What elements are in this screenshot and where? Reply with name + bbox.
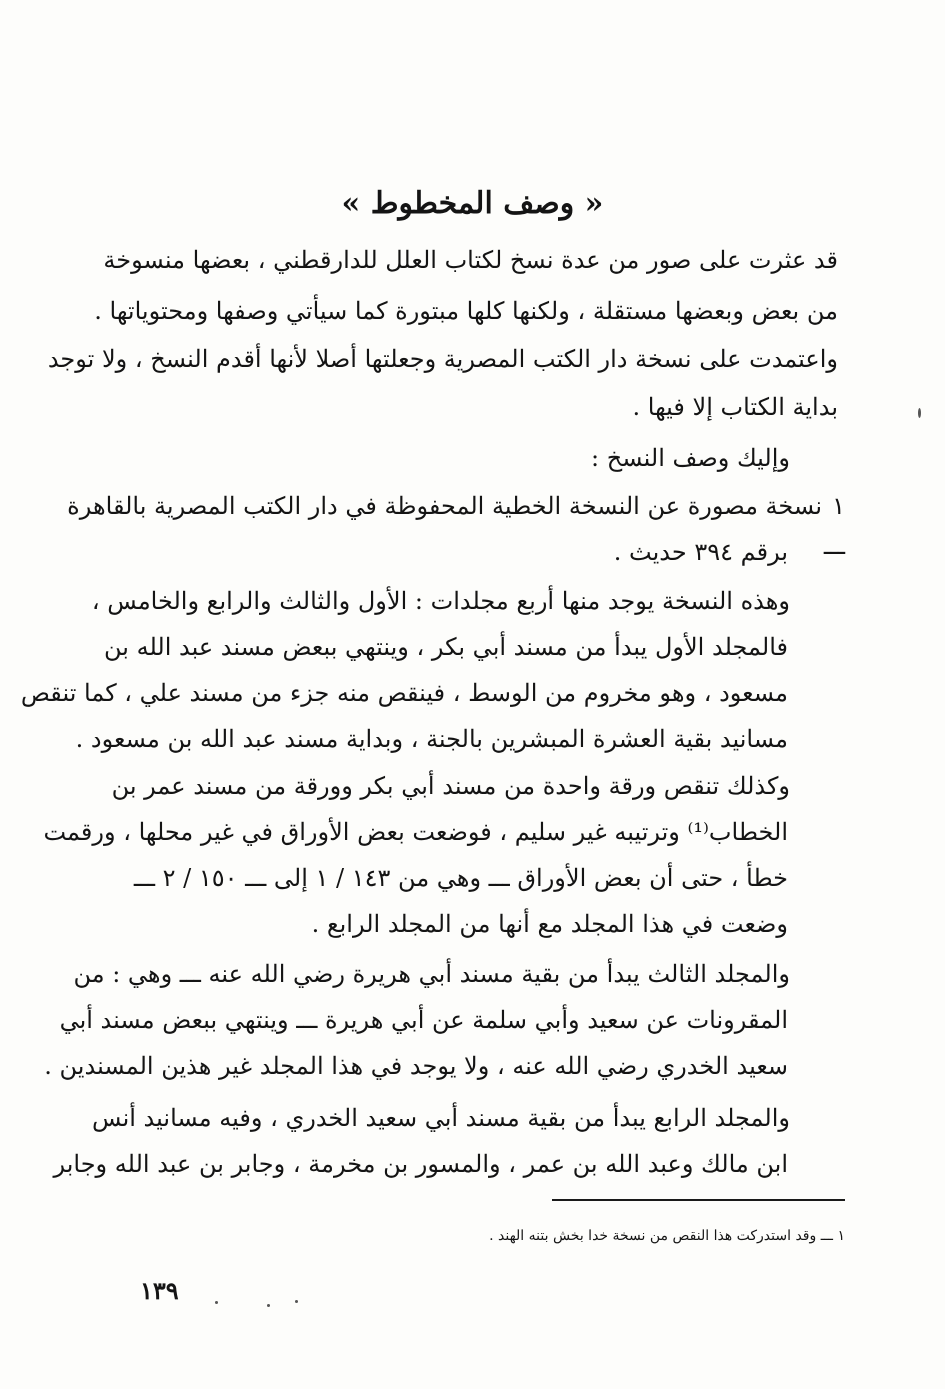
scan-speck (918, 408, 921, 418)
text-line: سعيد الخدري رضي الله عنه ، ولا يوجد في هذا المجلد غير هذين المسندين . (44, 1052, 788, 1080)
text-line: ابن مالك وعبد الله بن عمر ، والمسور بن مخرمة ، وجابر بن عبد الله وجابر (53, 1150, 788, 1178)
text-line: مسعود ، وهو مخروم من الوسط ، فينقص منه جزء من مسند علي ، كما تنقص (20, 679, 788, 707)
footnote-rule (552, 1199, 845, 1201)
text-line: فالمجلد الأول يبدأ من مسند أبي بكر ، وينتهي ببعض مسند عبد الله بن (104, 633, 788, 661)
text-line: قد عثرت على صور من عدة نسخ لكتاب العلل للدارقطني ، بعضها منسوخة (103, 246, 838, 274)
text-line: والمجلد الرابع يبدأ من بقية مسند أبي سعيد الخدري ، وفيه مسانيد أنس (91, 1104, 790, 1132)
text-line: الخطاب⁽¹⁾ وترتيبه غير سليم ، فوضعت بعض الأوراق في غير محلها ، ورقمت (43, 818, 788, 846)
text-line: بداية الكتاب إلا فيها . (632, 393, 838, 421)
text-line: من بعض وبعضها مستقلة ، ولكنها كلها مبتورة كما سيأتي وصفها ومحتوياتها . (94, 297, 838, 325)
page-title: « وصف المخطوط » (341, 186, 604, 221)
text-line: وإليك وصف النسخ : (591, 444, 790, 472)
list-item-number: ١ ـــ (823, 492, 845, 560)
text-line: خطأ ، حتى أن بعض الأوراق ـــ وهي من ١٤٣ / ١ إلى ـــ ١٥٠ / ٢ ـــ (133, 864, 788, 892)
text-line: وضعت في هذا المجلد مع أنها من المجلد الرابع . (311, 910, 788, 938)
scan-speck (267, 1304, 270, 1307)
text-line: مسانيد بقية العشرة المبشرين بالجنة ، وبداية مسند عبد الله بن مسعود . (75, 725, 788, 753)
page-number: ١٣٩ (140, 1276, 179, 1305)
text-line: نسخة مصورة عن النسخة الخطية المحفوظة في دار الكتب المصرية بالقاهرة (67, 492, 822, 520)
footnote: ١ ـــ وقد استدركت هذا النقص من نسخة خدا بخش بتنه الهند . (489, 1228, 845, 1244)
scan-speck (215, 1301, 218, 1304)
text-line: والمجلد الثالث يبدأ من بقية مسند أبي هريرة رضي الله عنه ـــ وهي : من (73, 960, 790, 988)
text-line: المقرونات عن سعيد وأبي سلمة عن أبي هريرة ـــ وينتهي ببعض مسند أبي (59, 1006, 788, 1034)
text-line: واعتمدت على نسخة دار الكتب المصرية وجعلتها أصلا لأنها أقدم النسخ ، ولا توجد (47, 345, 838, 373)
text-line: برقم ٣٩٤ حديث . (613, 538, 788, 566)
text-line: وهذه النسخة يوجد منها أربع مجلدات : الأول والثالث والرابع والخامس ، (91, 587, 790, 615)
text-line: وكذلك تنقص ورقة واحدة من مسند أبي بكر وورقة من مسند عمر بن (111, 772, 790, 800)
scan-speck (295, 1300, 298, 1303)
